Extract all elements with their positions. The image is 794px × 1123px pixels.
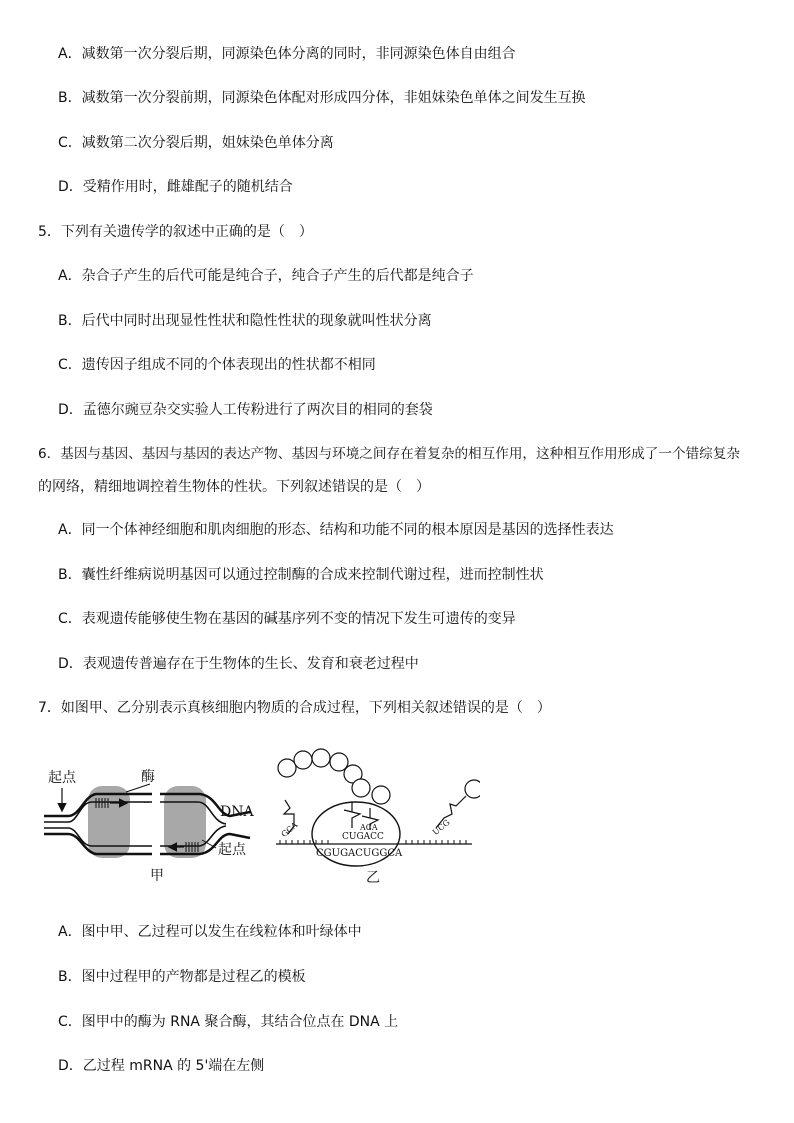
q7-option-a: A．图中甲、乙过程可以发生在线粒体和叶绿体中 [58, 924, 362, 940]
q4-option-d: D．受精作用时，雌雄配子的随机结合 [58, 179, 293, 195]
svg-text:··: ·· [143, 850, 150, 861]
anticodon-sequence: CUGACC [342, 832, 384, 842]
svg-text:··: ·· [143, 798, 150, 809]
q5-option-a: A．杂合子产生的后代可能是纯合子，纯合子产生的后代都是纯合子 [58, 268, 474, 284]
trna-right-anticodon: UCG [431, 817, 452, 838]
q7-option-b: B．图中过程甲的产物都是过程乙的模板 [58, 969, 306, 985]
label-dna: DNA [220, 804, 254, 820]
q6-stem-line2: 的网络，精细地调控着生物体的性状。下列叙述错误的是（ ） [38, 479, 430, 495]
figure-jia [44, 769, 254, 884]
q6-option-c: C．表观遗传能够使生物在基因的碱基序列不变的情况下发生可遗传的变异 [58, 611, 516, 627]
q6-option-b: B．囊性纤维病说明基因可以通过控制酶的合成来控制代谢过程，进而控制性状 [58, 567, 544, 583]
q4-option-a: A．减数第一次分裂后期，同源染色体分离的同时，非同源染色体自由组合 [58, 46, 516, 62]
q4-option-b: B．减数第一次分裂前期，同源染色体配对形成四分体，非姐妹染色单体之间发生互换 [58, 90, 586, 106]
q6-option-a: A．同一个体神经细胞和肌肉细胞的形态、结构和功能不同的根本原因是基因的选择性表达 [58, 522, 614, 538]
q6-stem-line1: 6．基因与基因、基因与基因的表达产物、基因与环境之间存在着复杂的相互作用，这种相互作用形成了一个错综复杂 [38, 446, 740, 462]
q5-stem: 5．下列有关遗传学的叙述中正确的是（ ） [38, 224, 313, 240]
caption-jia: 甲 [150, 868, 164, 884]
q7-figure [40, 748, 480, 890]
q4-option-c: C．减数第二次分裂后期，姐妹染色单体分离 [58, 135, 334, 151]
trna-left-anticodon: GCA [279, 820, 300, 840]
q7-option-c: C．图甲中的酶为 RNA 聚合酶，其结合位点在 DNA 上 [58, 1014, 399, 1030]
caption-yi: 乙 [366, 870, 380, 886]
label-origin-right: 起点 [218, 842, 246, 858]
trna-mid-anticodon: ACA [360, 823, 378, 832]
label-origin-left: 起点 [48, 770, 76, 786]
q6-option-d: D．表观遗传普遍存在于生物体的生长、发育和衰老过程中 [58, 656, 419, 672]
q7-option-d: D．乙过程 mRNA 的 5'端在左侧 [58, 1058, 265, 1074]
q5-option-d: D．孟德尔豌豆杂交实验人工传粉进行了两次目的相同的套袋 [58, 402, 433, 418]
q7-stem: 7．如图甲、乙分别表示真核细胞内物质的合成过程，下列相关叙述错误的是（ ） [38, 700, 551, 716]
q5-option-b: B．后代中同时出现显性性状和隐性性状的现象就叫性状分离 [58, 313, 432, 329]
label-enzyme: 酶 [141, 769, 155, 785]
q5-option-c: C．遗传因子组成不同的个体表现出的性状都不相同 [58, 357, 376, 373]
mrna-sequence: CGUGACUGGCA [316, 848, 403, 859]
figure-yi [276, 749, 480, 886]
